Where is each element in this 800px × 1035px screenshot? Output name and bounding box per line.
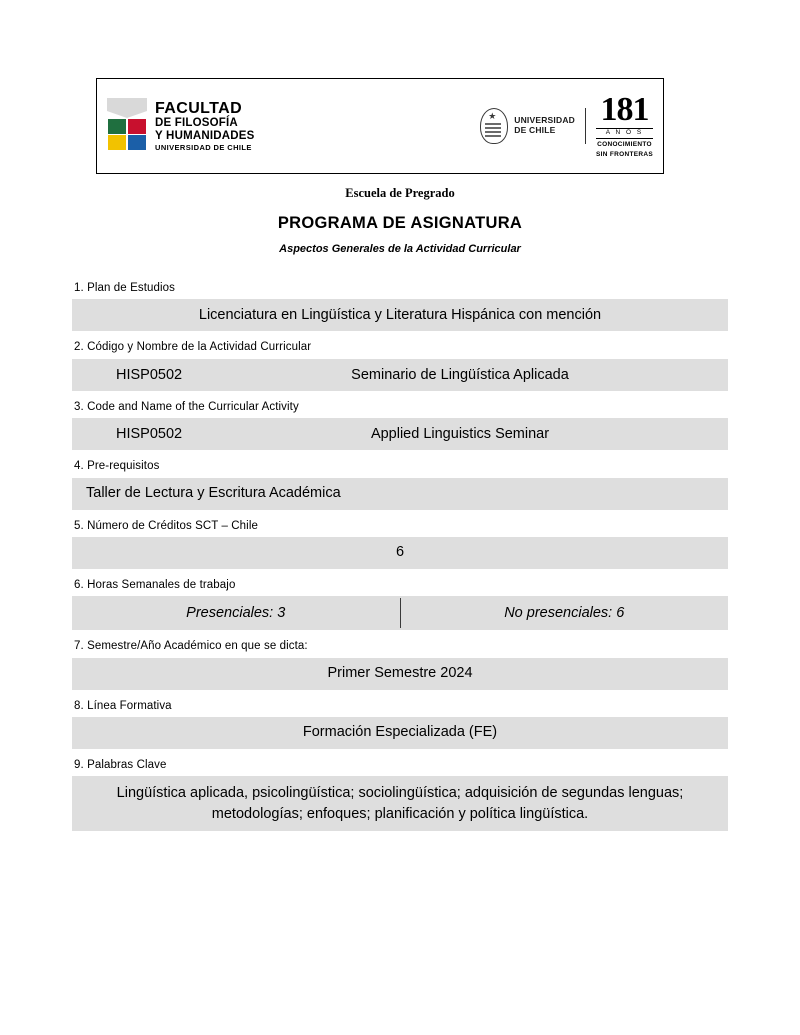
field-semester	[72, 658, 728, 690]
field-keywords	[72, 776, 728, 831]
value-credits: 6	[395, 544, 405, 561]
document-titles	[0, 186, 800, 255]
faculty-name-block	[155, 100, 255, 152]
crest-quadrant-red	[128, 119, 146, 134]
label-semester: 7. Semestre/Año Académico en que se dicta:	[74, 640, 308, 653]
crest-quadrant-green	[108, 119, 126, 134]
value-semester: Primer Semestre 2024	[327, 664, 473, 681]
seal-bars-shape	[485, 123, 501, 137]
value-hours-offsite: No presenciales: 6	[504, 605, 625, 622]
crest-quadrant-blue	[128, 135, 146, 150]
anniversary-block	[596, 93, 653, 158]
crest-top-shape	[107, 98, 147, 118]
value-name-es: Seminario de Lingüística Aplicada	[351, 366, 569, 383]
school-name: Escuela de Pregrado	[345, 186, 455, 200]
value-keywords: Lingüística aplicada, psicolingüística; sociolingüística; adquisición de segundas lenguas; metodologías; enfoques; planificación y política lingüística.	[116, 785, 684, 822]
anniversary-tagline-2: SIN FRONTERAS	[596, 150, 653, 158]
label-prerequisites: 4. Pre-requisitos	[74, 460, 160, 473]
field-formative-line	[72, 717, 728, 749]
value-formative-line: Formación Especializada (FE)	[302, 724, 498, 741]
faculty-line-2: DE FILOSOFÍA	[155, 117, 238, 130]
value-code-es: HISP0502	[116, 366, 183, 383]
label-formative-line: 8. Línea Formativa	[74, 699, 172, 712]
value-prerequisites: Taller de Lectura y Escritura Académica	[86, 484, 341, 501]
value-plan: Licenciatura en Lingüística y Literatura Hispánica con mención	[198, 306, 602, 323]
value-hours-onsite: Presenciales: 3	[186, 605, 286, 622]
faculty-logo	[107, 98, 255, 154]
university-line-1: UNIVERSIDAD	[514, 115, 575, 126]
anniversary-tagline-1: CONOCIMIENTO	[597, 140, 652, 148]
university-name-block	[514, 116, 575, 136]
field-code-name-es	[72, 359, 728, 391]
faculty-crest-icon	[107, 98, 147, 154]
field-prerequisites	[72, 478, 728, 510]
faculty-line-3: Y HUMANIDADES	[155, 129, 255, 142]
label-plan: 1. Plan de Estudios	[74, 282, 175, 294]
label-code-name-es: 2. Código y Nombre de la Actividad Curricular	[74, 341, 312, 354]
field-code-name-en	[72, 418, 728, 450]
document-subtitle: Aspectos Generales de la Actividad Curricular	[279, 243, 521, 255]
university-seal-icon	[478, 108, 508, 144]
field-credits	[72, 537, 728, 569]
form-fields	[72, 281, 728, 840]
label-weekly-hours: 6. Horas Semanales de trabajo	[74, 578, 236, 591]
field-plan	[72, 299, 728, 331]
label-credits: 5. Número de Créditos SCT – Chile	[74, 519, 258, 532]
faculty-line-1: FACULTAD	[155, 99, 243, 117]
value-code-en: HISP0502	[116, 426, 183, 443]
label-code-name-en: 3. Code and Name of the Curricular Activity	[74, 400, 299, 413]
university-logo	[478, 108, 586, 144]
faculty-line-4: UNIVERSIDAD DE CHILE	[155, 142, 252, 152]
university-anniversary-logo	[478, 93, 653, 158]
code-name-row-en	[72, 426, 728, 442]
field-weekly-hours	[72, 596, 728, 630]
anniversary-number: 181	[600, 91, 649, 129]
university-line-2: DE CHILE	[514, 125, 556, 135]
crest-quadrant-yellow	[108, 135, 126, 150]
anniversary-years-label: A Ñ O S	[596, 128, 653, 139]
code-name-row-es	[72, 367, 728, 383]
label-keywords: 9. Palabras Clave	[74, 759, 167, 771]
page-title: PROGRAMA DE ASIGNATURA	[277, 214, 523, 232]
value-name-en: Applied Linguistics Seminar	[370, 426, 550, 443]
header-logo-band	[96, 78, 664, 174]
seal-star-icon: ★	[488, 111, 497, 121]
